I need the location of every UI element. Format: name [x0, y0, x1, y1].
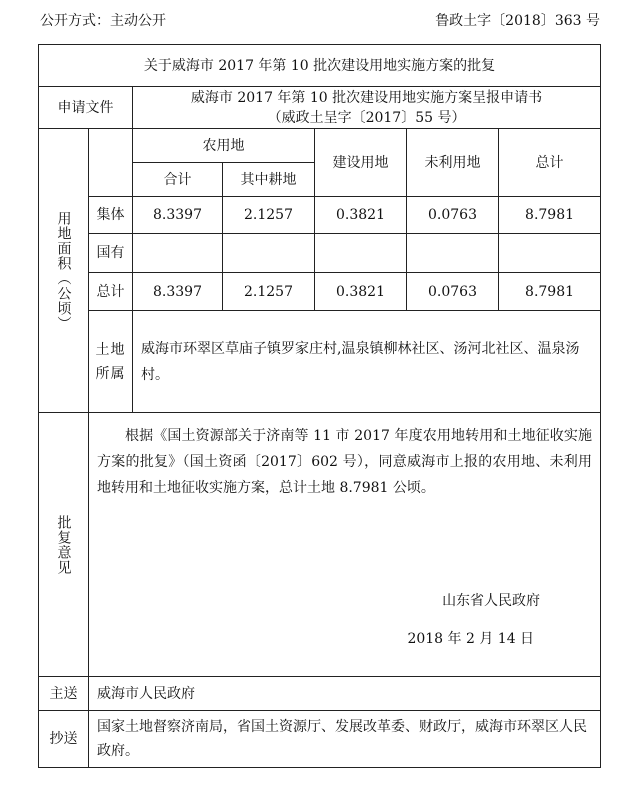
application-line-1: 威海市 2017 年第 10 批次建设用地实施方案呈报申请书 [190, 89, 543, 106]
application-label: 申请文件 [39, 87, 133, 129]
table-row [39, 273, 601, 311]
approval-form-table [38, 44, 601, 768]
cell-total: 8.7981 [499, 273, 601, 311]
cultivated-header: 其中耕地 [223, 163, 315, 197]
row-label: 总计 [89, 273, 133, 311]
approval-date: 2018 年 2 月 14 日 [407, 631, 535, 647]
issuing-authority: 山东省人民政府 [442, 593, 541, 609]
cell-subtotal: 8.3397 [133, 273, 223, 311]
approval-label [39, 413, 89, 677]
cell-cultivated [223, 234, 315, 273]
ownership-label-text: 土地所属 [95, 341, 126, 382]
row-label: 集体 [89, 197, 133, 234]
document-title: 关于威海市 2017 年第 10 批次建设用地实施方案的批复 [39, 45, 601, 87]
land-area-section-label [39, 129, 89, 413]
cell-unused [407, 234, 499, 273]
ownership-label [89, 311, 133, 413]
cell-cultivated: 2.1257 [223, 273, 315, 311]
cell-subtotal [133, 234, 223, 273]
empty-corner [89, 129, 133, 197]
copy-to-value: 国家土地督察济南局，省国土资源厅、发展改革委、财政厅，威海市环翠区人民政府。 [89, 711, 601, 768]
approval-label-text: 批复意见 [55, 514, 72, 575]
cell-total: 8.7981 [499, 197, 601, 234]
cell-cultivated: 2.1257 [223, 197, 315, 234]
total-header: 总计 [499, 129, 601, 197]
cell-unused: 0.0763 [407, 197, 499, 234]
approval-text: 根据《国土资源部关于济南等 11 市 2017 年度农用地转用和土地征收实施方案的批复》（国土资函〔2017〕602 号），同意威海市上报的农用地、未利用地转用和土地征收实施方案，总计土地 8.7981 公顷。 [97, 428, 593, 496]
land-area-label-text: 用地面积（公顷） [55, 210, 72, 331]
disclosure-method: 公开方式：主动公开 [40, 13, 166, 29]
agricultural-header: 农用地 [133, 129, 315, 163]
send-to-value: 威海市人民政府 [89, 677, 601, 711]
cell-total [499, 234, 601, 273]
approval-content [89, 413, 601, 677]
construction-header: 建设用地 [315, 129, 407, 197]
cell-construction [315, 234, 407, 273]
document-header [40, 10, 600, 30]
application-line-2: （威政土呈字〔2017〕55 号） [267, 109, 466, 126]
copy-to-label: 抄送 [39, 711, 89, 768]
row-label: 国有 [89, 234, 133, 273]
unused-header: 未利用地 [407, 129, 499, 197]
application-file [133, 87, 601, 129]
cell-subtotal: 8.3397 [133, 197, 223, 234]
send-to-label: 主送 [39, 677, 89, 711]
cell-construction: 0.3821 [315, 273, 407, 311]
table-row [39, 197, 601, 234]
ownership-text: 威海市环翠区草庙子镇罗家庄村,温泉镇柳林社区、汤河北社区、温泉汤村。 [133, 311, 601, 413]
subtotal-header: 合计 [133, 163, 223, 197]
document-number: 鲁政土字〔2018〕363 号 [435, 13, 600, 29]
cell-unused: 0.0763 [407, 273, 499, 311]
cell-construction: 0.3821 [315, 197, 407, 234]
table-row [39, 234, 601, 273]
